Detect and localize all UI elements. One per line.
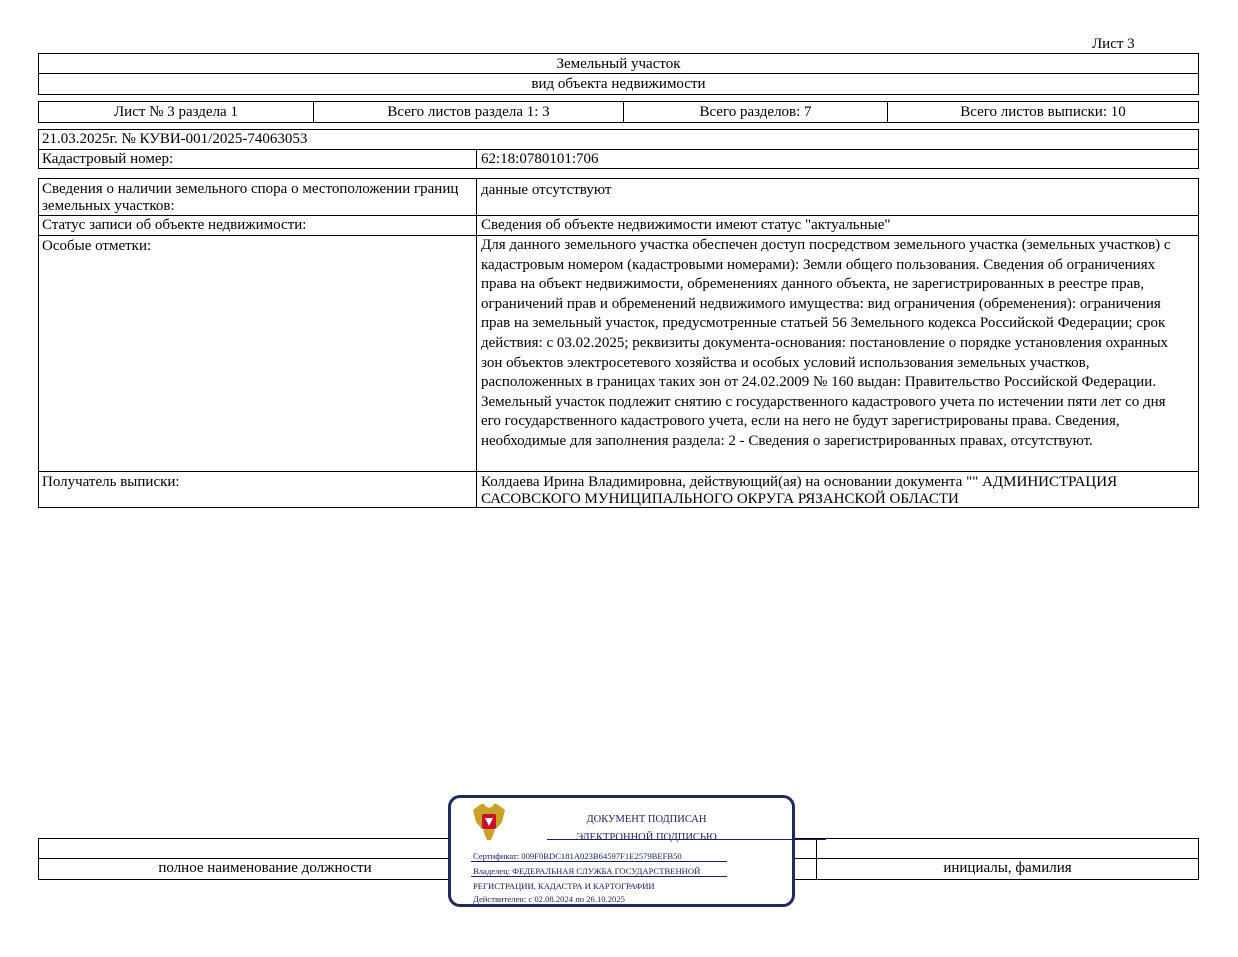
document-number: 21.03.2025г. № КУВИ-001/2025-74063053 [39,130,1198,150]
object-type-value: Земельный участок [39,54,1198,74]
special-notes-value: Для данного земельного участка обеспечен доступ посредством земельного участка (земельных участков) с кадастровым номером (кадастровыми номерами): Земли общего пользования. Сведения об ограничениях права на объект недвижимости, обременениях данного объекта, не зарегистрированных в реестре прав, ограничений прав и обременений недвижимого имущества: вид ограничения (обременения): ограничения прав на земельный участок, предусмотренные статьей 56 Земельного кодекса Российской Федерации; срок действия: с 03.02.2025; реквизиты документа-основания: постановление о порядке установления охранных зон объектов электросетевого хозяйства и особых условий использования земельных участков, расположенных в границах таких зон от 24.02.2009 № 160 выдан: Правительство Российской Федерации. Земельный участок подлежит снятию с государственного кадастрового учета по истечении пяти лет со дня его государственного кадастрового учета, если на него не будут зарегистрированы права. Сведения, необходимые для заполнения раздела: 2 - Сведения о зарегистрированных правах, отсутствуют. [481,237,1171,449]
electronic-signature-stamp [448,795,795,907]
sheet-info-row [38,101,1199,123]
russian-coat-of-arms-icon [471,802,507,844]
table-row [39,216,1198,236]
sheet-label: Лист 3 [1092,36,1135,52]
stamp-title-line1: ДОКУМЕНТ ПОДПИСАН [586,814,707,825]
extract-sheets-total-cell: Всего листов выписки: 10 [960,104,1126,120]
sheet-number-cell: Лист № 3 раздела 1 [39,102,314,122]
dispute-value: данные отсутствуют [481,182,612,198]
stamp-owner-line1: Владелец: ФЕДЕРАЛЬНАЯ СЛУЖБА ГОСУДАРСТВЕННОЙ [473,866,701,876]
stamp-title-line2: ЭЛЕКТРОННОЙ ПОДПИСЬЮ [576,832,717,843]
stamp-validity: Действителен: с 02.08.2024 по 26.10.2025 [473,894,625,904]
column-divider [476,150,477,168]
signature-name-blank [816,839,1198,858]
stamp-owner-line2: РЕГИСТРАЦИИ, КАДАСТРА И КАРТОГРАФИИ [473,881,655,891]
object-type-header [38,53,1199,95]
object-type-caption: вид объекта недвижимости [531,76,706,92]
stamp-divider [547,839,826,840]
name-caption: инициалы, фамилия [943,860,1072,876]
stamp-certificate: Сертификат: 009F0BDC181A023B64597F1E2579BEFB50 [473,851,682,861]
sections-total-cell: Всего разделов: 7 [624,102,888,122]
cadastral-row [39,150,1198,168]
dispute-label: Сведения о наличии земельного спора о местоположении границ земельных участков: [42,181,459,214]
position-caption: полное наименование должности [158,860,372,876]
stamp-divider [471,861,727,862]
recipient-value: Колдаева Ирина Владимировна, действующий(ая) на основании документа "" АДМИНИСТРАЦИЯ САСОВСКОГО МУНИЦИПАЛЬНОГО ОКРУГА РЯЗАНСКОЙ ОБЛАСТИ [481,474,1118,507]
cadastral-value: 62:18:0780101:706 [481,151,599,167]
table-row [39,472,1198,507]
record-status-value: Сведения об объекте недвижимости имеют статус "актуальные" [481,217,891,233]
name-caption-cell [816,859,1198,879]
recipient-label: Получатель выписки: [42,474,180,490]
table-row [39,179,1198,216]
special-notes-label: Особые отметки: [42,238,152,254]
details-table [38,178,1199,508]
stamp-divider [471,876,727,877]
cadastral-label: Кадастровый номер: [42,151,174,167]
table-row [39,236,1198,472]
record-status-label: Статус записи об объекте недвижимости: [42,217,307,233]
section-sheets-total-cell: Всего листов раздела 1: 3 [314,102,624,122]
position-caption-cell [39,859,491,879]
document-info [38,129,1199,169]
